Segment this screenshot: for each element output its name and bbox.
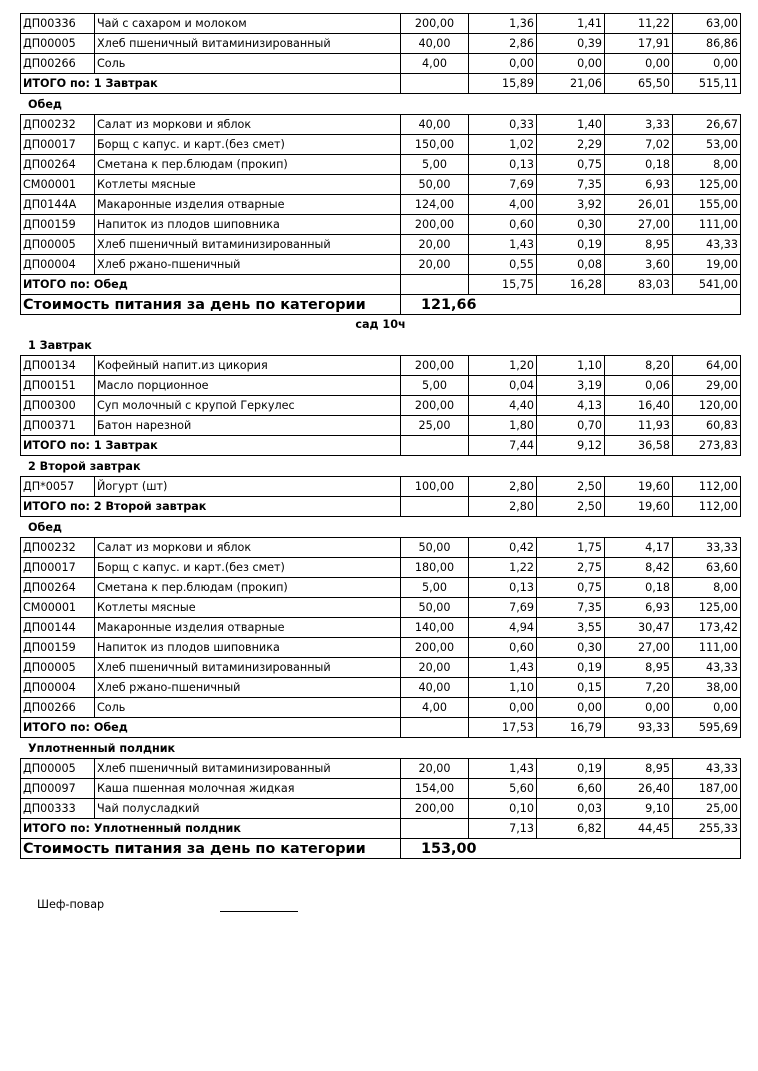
table-row [21,759,741,779]
total-quantity [401,497,469,517]
dish-code: ДП00266 [21,698,95,718]
table-row [21,115,741,135]
dish-quantity: 5,00 [401,578,469,598]
dish-calories: 86,86 [673,34,741,54]
dish-protein: 4,94 [469,618,537,638]
dish-name: Сметана к пер.блюдам (прокип) [95,155,401,175]
dish-quantity: 200,00 [401,396,469,416]
total-carbs: 65,50 [605,74,673,94]
dish-calories: 111,00 [673,638,741,658]
dish-name: Чай полусладкий [95,799,401,819]
dish-name: Котлеты мясные [95,598,401,618]
dish-code: ДП00005 [21,235,95,255]
dish-fat: 0,70 [537,416,605,436]
dish-calories: 187,00 [673,779,741,799]
dish-code: ДП00266 [21,54,95,74]
total-quantity [401,74,469,94]
dish-fat: 0,03 [537,799,605,819]
dish-carbs: 6,93 [605,175,673,195]
dish-name: Макаронные изделия отварные [95,618,401,638]
dish-code: СМ00001 [21,175,95,195]
dish-carbs: 17,91 [605,34,673,54]
dish-fat: 1,40 [537,115,605,135]
total-fat: 6,82 [537,819,605,839]
dish-name: Соль [95,698,401,718]
total-label: ИТОГО по: 1 Завтрак [21,436,401,456]
dish-quantity: 50,00 [401,598,469,618]
menu-table [20,476,741,517]
dish-name: Макаронные изделия отварные [95,195,401,215]
dish-calories: 43,33 [673,235,741,255]
table-row [21,416,741,436]
table-row [21,638,741,658]
dish-code: ДП0144А [21,195,95,215]
total-label: ИТОГО по: Обед [21,275,401,295]
total-label: ИТОГО по: 2 Второй завтрак [21,497,401,517]
dish-fat: 4,13 [537,396,605,416]
dish-name: Хлеб пшеничный витаминизированный [95,34,401,54]
dish-calories: 111,00 [673,215,741,235]
dish-fat: 0,19 [537,759,605,779]
total-protein: 7,44 [469,436,537,456]
table-row [21,155,741,175]
dish-name: Борщ с капус. и карт.(без смет) [95,135,401,155]
dish-protein: 1,20 [469,356,537,376]
table-row [21,135,741,155]
dish-protein: 0,04 [469,376,537,396]
dish-protein: 2,86 [469,34,537,54]
meal-title: 2 Второй завтрак [28,460,141,473]
dish-name: Хлеб пшеничный витаминизированный [95,759,401,779]
dish-carbs: 0,18 [605,578,673,598]
dish-protein: 1,43 [469,658,537,678]
dish-calories: 29,00 [673,376,741,396]
dish-protein: 1,43 [469,759,537,779]
dish-name: Напиток из плодов шиповника [95,638,401,658]
dish-calories: 173,42 [673,618,741,638]
dish-protein: 1,80 [469,416,537,436]
menu-table [20,758,741,859]
total-label: ИТОГО по: 1 Завтрак [21,74,401,94]
dish-fat: 0,00 [537,54,605,74]
table-row [21,578,741,598]
dish-calories: 125,00 [673,598,741,618]
dish-code: ДП00333 [21,799,95,819]
dish-code: ДП00017 [21,135,95,155]
dish-carbs: 9,10 [605,799,673,819]
dish-carbs: 30,47 [605,618,673,638]
total-row [21,74,741,94]
dish-protein: 1,22 [469,558,537,578]
dish-code: ДП00005 [21,759,95,779]
dish-protein: 0,55 [469,255,537,275]
dish-protein: 1,10 [469,678,537,698]
dish-quantity: 25,00 [401,416,469,436]
table-row [21,698,741,718]
dish-carbs: 8,95 [605,759,673,779]
table-row [21,396,741,416]
dish-name: Кофейный напит.из цикория [95,356,401,376]
dish-carbs: 11,22 [605,14,673,34]
dish-name: Котлеты мясные [95,175,401,195]
dish-fat: 0,08 [537,255,605,275]
dish-carbs: 26,40 [605,779,673,799]
menu-table [20,355,741,456]
dish-quantity: 200,00 [401,356,469,376]
dish-carbs: 11,93 [605,416,673,436]
dish-calories: 60,83 [673,416,741,436]
dish-fat: 3,92 [537,195,605,215]
dish-quantity: 5,00 [401,155,469,175]
dish-code: ДП00232 [21,538,95,558]
total-calories: 595,69 [673,718,741,738]
table-row [21,215,741,235]
total-carbs: 83,03 [605,275,673,295]
dish-calories: 38,00 [673,678,741,698]
dish-protein: 1,02 [469,135,537,155]
dish-quantity: 200,00 [401,215,469,235]
dish-carbs: 19,60 [605,477,673,497]
total-fat: 16,79 [537,718,605,738]
dish-carbs: 3,60 [605,255,673,275]
dish-protein: 4,40 [469,396,537,416]
total-carbs: 36,58 [605,436,673,456]
table-row [21,779,741,799]
total-protein: 15,89 [469,74,537,94]
dish-quantity: 40,00 [401,678,469,698]
dish-code: ДП*0057 [21,477,95,497]
dish-fat: 2,29 [537,135,605,155]
dish-protein: 0,42 [469,538,537,558]
dish-protein: 0,60 [469,638,537,658]
menu-table [20,114,741,315]
total-row [21,436,741,456]
dish-quantity: 40,00 [401,115,469,135]
dish-name: Хлеб пшеничный витаминизированный [95,658,401,678]
table-row [21,477,741,497]
dish-carbs: 0,00 [605,698,673,718]
dish-code: ДП00017 [21,558,95,578]
dish-name: Соль [95,54,401,74]
dish-calories: 33,33 [673,538,741,558]
signature-label: Шеф-повар [37,898,105,911]
table-row [21,356,741,376]
dish-protein: 0,33 [469,115,537,135]
table-row [21,175,741,195]
dish-calories: 43,33 [673,658,741,678]
total-row [21,718,741,738]
dish-fat: 0,75 [537,578,605,598]
dish-name: Салат из моркови и яблок [95,538,401,558]
dish-calories: 8,00 [673,578,741,598]
dish-carbs: 0,00 [605,54,673,74]
dish-carbs: 27,00 [605,215,673,235]
dish-calories: 8,00 [673,155,741,175]
dish-fat: 1,10 [537,356,605,376]
dish-name: Чай с сахаром и молоком [95,14,401,34]
dish-quantity: 124,00 [401,195,469,215]
dish-quantity: 50,00 [401,175,469,195]
dish-calories: 64,00 [673,356,741,376]
dish-fat: 0,19 [537,235,605,255]
dish-quantity: 154,00 [401,779,469,799]
total-protein: 7,13 [469,819,537,839]
dish-name: Борщ с капус. и карт.(без смет) [95,558,401,578]
meal-title: Обед [28,521,62,534]
dish-protein: 0,00 [469,54,537,74]
dish-protein: 5,60 [469,779,537,799]
dish-fat: 0,19 [537,658,605,678]
dish-code: ДП00300 [21,396,95,416]
total-calories: 112,00 [673,497,741,517]
total-protein: 15,75 [469,275,537,295]
total-calories: 515,11 [673,74,741,94]
dish-carbs: 6,93 [605,598,673,618]
dish-carbs: 8,95 [605,235,673,255]
dish-carbs: 0,18 [605,155,673,175]
dish-quantity: 200,00 [401,14,469,34]
dish-calories: 0,00 [673,54,741,74]
dish-protein: 1,43 [469,235,537,255]
menu-table [20,537,741,738]
dish-carbs: 8,20 [605,356,673,376]
dish-name: Напиток из плодов шиповника [95,215,401,235]
dish-carbs: 8,42 [605,558,673,578]
dish-calories: 25,00 [673,799,741,819]
dish-protein: 2,80 [469,477,537,497]
dish-carbs: 16,40 [605,396,673,416]
dish-fat: 0,30 [537,215,605,235]
total-protein: 17,53 [469,718,537,738]
dish-fat: 7,35 [537,598,605,618]
meal-title: Обед [28,98,62,111]
dish-quantity: 20,00 [401,235,469,255]
dish-calories: 53,00 [673,135,741,155]
signature-line [220,911,298,912]
total-quantity [401,275,469,295]
dish-name: Батон нарезной [95,416,401,436]
dish-name: Сметана к пер.блюдам (прокип) [95,578,401,598]
dish-code: ДП00264 [21,155,95,175]
total-label: ИТОГО по: Обед [21,718,401,738]
dish-fat: 1,75 [537,538,605,558]
dish-protein: 0,00 [469,698,537,718]
table-row [21,34,741,54]
table-row [21,678,741,698]
daily-cost-row [21,839,741,859]
dish-name: Суп молочный с крупой Геркулес [95,396,401,416]
dish-calories: 26,67 [673,115,741,135]
total-quantity [401,718,469,738]
total-quantity [401,436,469,456]
dish-code: ДП00144 [21,618,95,638]
dish-quantity: 4,00 [401,698,469,718]
dish-calories: 63,60 [673,558,741,578]
table-row [21,799,741,819]
dish-carbs: 26,01 [605,195,673,215]
daily-cost-value: 153,00 [401,839,741,859]
dish-calories: 63,00 [673,14,741,34]
dish-carbs: 27,00 [605,638,673,658]
dish-quantity: 140,00 [401,618,469,638]
dish-carbs: 0,06 [605,376,673,396]
dish-fat: 0,75 [537,155,605,175]
table-row [21,14,741,34]
dish-quantity: 20,00 [401,255,469,275]
total-calories: 255,33 [673,819,741,839]
dish-name: Салат из моркови и яблок [95,115,401,135]
total-fat: 2,50 [537,497,605,517]
dish-code: ДП00005 [21,658,95,678]
table-row [21,54,741,74]
dish-code: ДП00159 [21,638,95,658]
dish-code: ДП00005 [21,34,95,54]
dish-fat: 2,75 [537,558,605,578]
total-row [21,819,741,839]
dish-carbs: 7,20 [605,678,673,698]
dish-code: ДП00264 [21,578,95,598]
category-title: сад 10ч [355,318,406,331]
daily-cost-value: 121,66 [401,295,741,315]
dish-fat: 0,00 [537,698,605,718]
dish-code: СМ00001 [21,598,95,618]
daily-cost-label: Стоимость питания за день по категории [21,295,401,315]
dish-fat: 3,19 [537,376,605,396]
menu-document [20,13,741,859]
dish-carbs: 7,02 [605,135,673,155]
dish-name: Масло порционное [95,376,401,396]
table-row [21,658,741,678]
dish-fat: 1,41 [537,14,605,34]
dish-protein: 0,60 [469,215,537,235]
total-calories: 273,83 [673,436,741,456]
dish-quantity: 180,00 [401,558,469,578]
total-calories: 541,00 [673,275,741,295]
dish-quantity: 5,00 [401,376,469,396]
total-fat: 16,28 [537,275,605,295]
dish-quantity: 40,00 [401,34,469,54]
total-label: ИТОГО по: Уплотненный полдник [21,819,401,839]
dish-carbs: 3,33 [605,115,673,135]
dish-fat: 0,39 [537,34,605,54]
dish-quantity: 20,00 [401,658,469,678]
dish-name: Каша пшенная молочная жидкая [95,779,401,799]
total-fat: 21,06 [537,74,605,94]
dish-code: ДП00004 [21,678,95,698]
table-row [21,618,741,638]
meal-title: Уплотненный полдник [28,742,176,755]
dish-calories: 155,00 [673,195,741,215]
dish-protein: 7,69 [469,175,537,195]
total-protein: 2,80 [469,497,537,517]
dish-calories: 120,00 [673,396,741,416]
menu-table [20,13,741,94]
dish-fat: 3,55 [537,618,605,638]
total-carbs: 93,33 [605,718,673,738]
dish-fat: 0,15 [537,678,605,698]
dish-code: ДП00232 [21,115,95,135]
table-row [21,255,741,275]
dish-calories: 0,00 [673,698,741,718]
total-row [21,497,741,517]
dish-quantity: 200,00 [401,799,469,819]
total-fat: 9,12 [537,436,605,456]
dish-quantity: 150,00 [401,135,469,155]
table-row [21,538,741,558]
dish-quantity: 20,00 [401,759,469,779]
dish-quantity: 200,00 [401,638,469,658]
dish-code: ДП00004 [21,255,95,275]
table-row [21,376,741,396]
dish-calories: 125,00 [673,175,741,195]
meal-title: 1 Завтрак [28,339,92,352]
dish-quantity: 100,00 [401,477,469,497]
table-row [21,235,741,255]
dish-fat: 2,50 [537,477,605,497]
dish-carbs: 8,95 [605,658,673,678]
dish-calories: 43,33 [673,759,741,779]
dish-code: ДП00134 [21,356,95,376]
dish-fat: 6,60 [537,779,605,799]
dish-fat: 7,35 [537,175,605,195]
dish-protein: 0,13 [469,155,537,175]
dish-carbs: 4,17 [605,538,673,558]
table-row [21,598,741,618]
total-carbs: 44,45 [605,819,673,839]
dish-code: ДП00336 [21,14,95,34]
dish-protein: 0,10 [469,799,537,819]
dish-protein: 4,00 [469,195,537,215]
dish-code: ДП00159 [21,215,95,235]
dish-protein: 1,36 [469,14,537,34]
dish-calories: 19,00 [673,255,741,275]
dish-quantity: 50,00 [401,538,469,558]
daily-cost-label: Стоимость питания за день по категории [21,839,401,859]
dish-name: Хлеб ржано-пшеничный [95,678,401,698]
dish-code: ДП00151 [21,376,95,396]
total-quantity [401,819,469,839]
total-carbs: 19,60 [605,497,673,517]
dish-code: ДП00371 [21,416,95,436]
dish-name: Йогурт (шт) [95,477,401,497]
table-row [21,195,741,215]
dish-protein: 7,69 [469,598,537,618]
dish-name: Хлеб ржано-пшеничный [95,255,401,275]
dish-protein: 0,13 [469,578,537,598]
dish-fat: 0,30 [537,638,605,658]
total-row [21,275,741,295]
table-row [21,558,741,578]
dish-calories: 112,00 [673,477,741,497]
dish-name: Хлеб пшеничный витаминизированный [95,235,401,255]
daily-cost-row [21,295,741,315]
dish-quantity: 4,00 [401,54,469,74]
dish-code: ДП00097 [21,779,95,799]
